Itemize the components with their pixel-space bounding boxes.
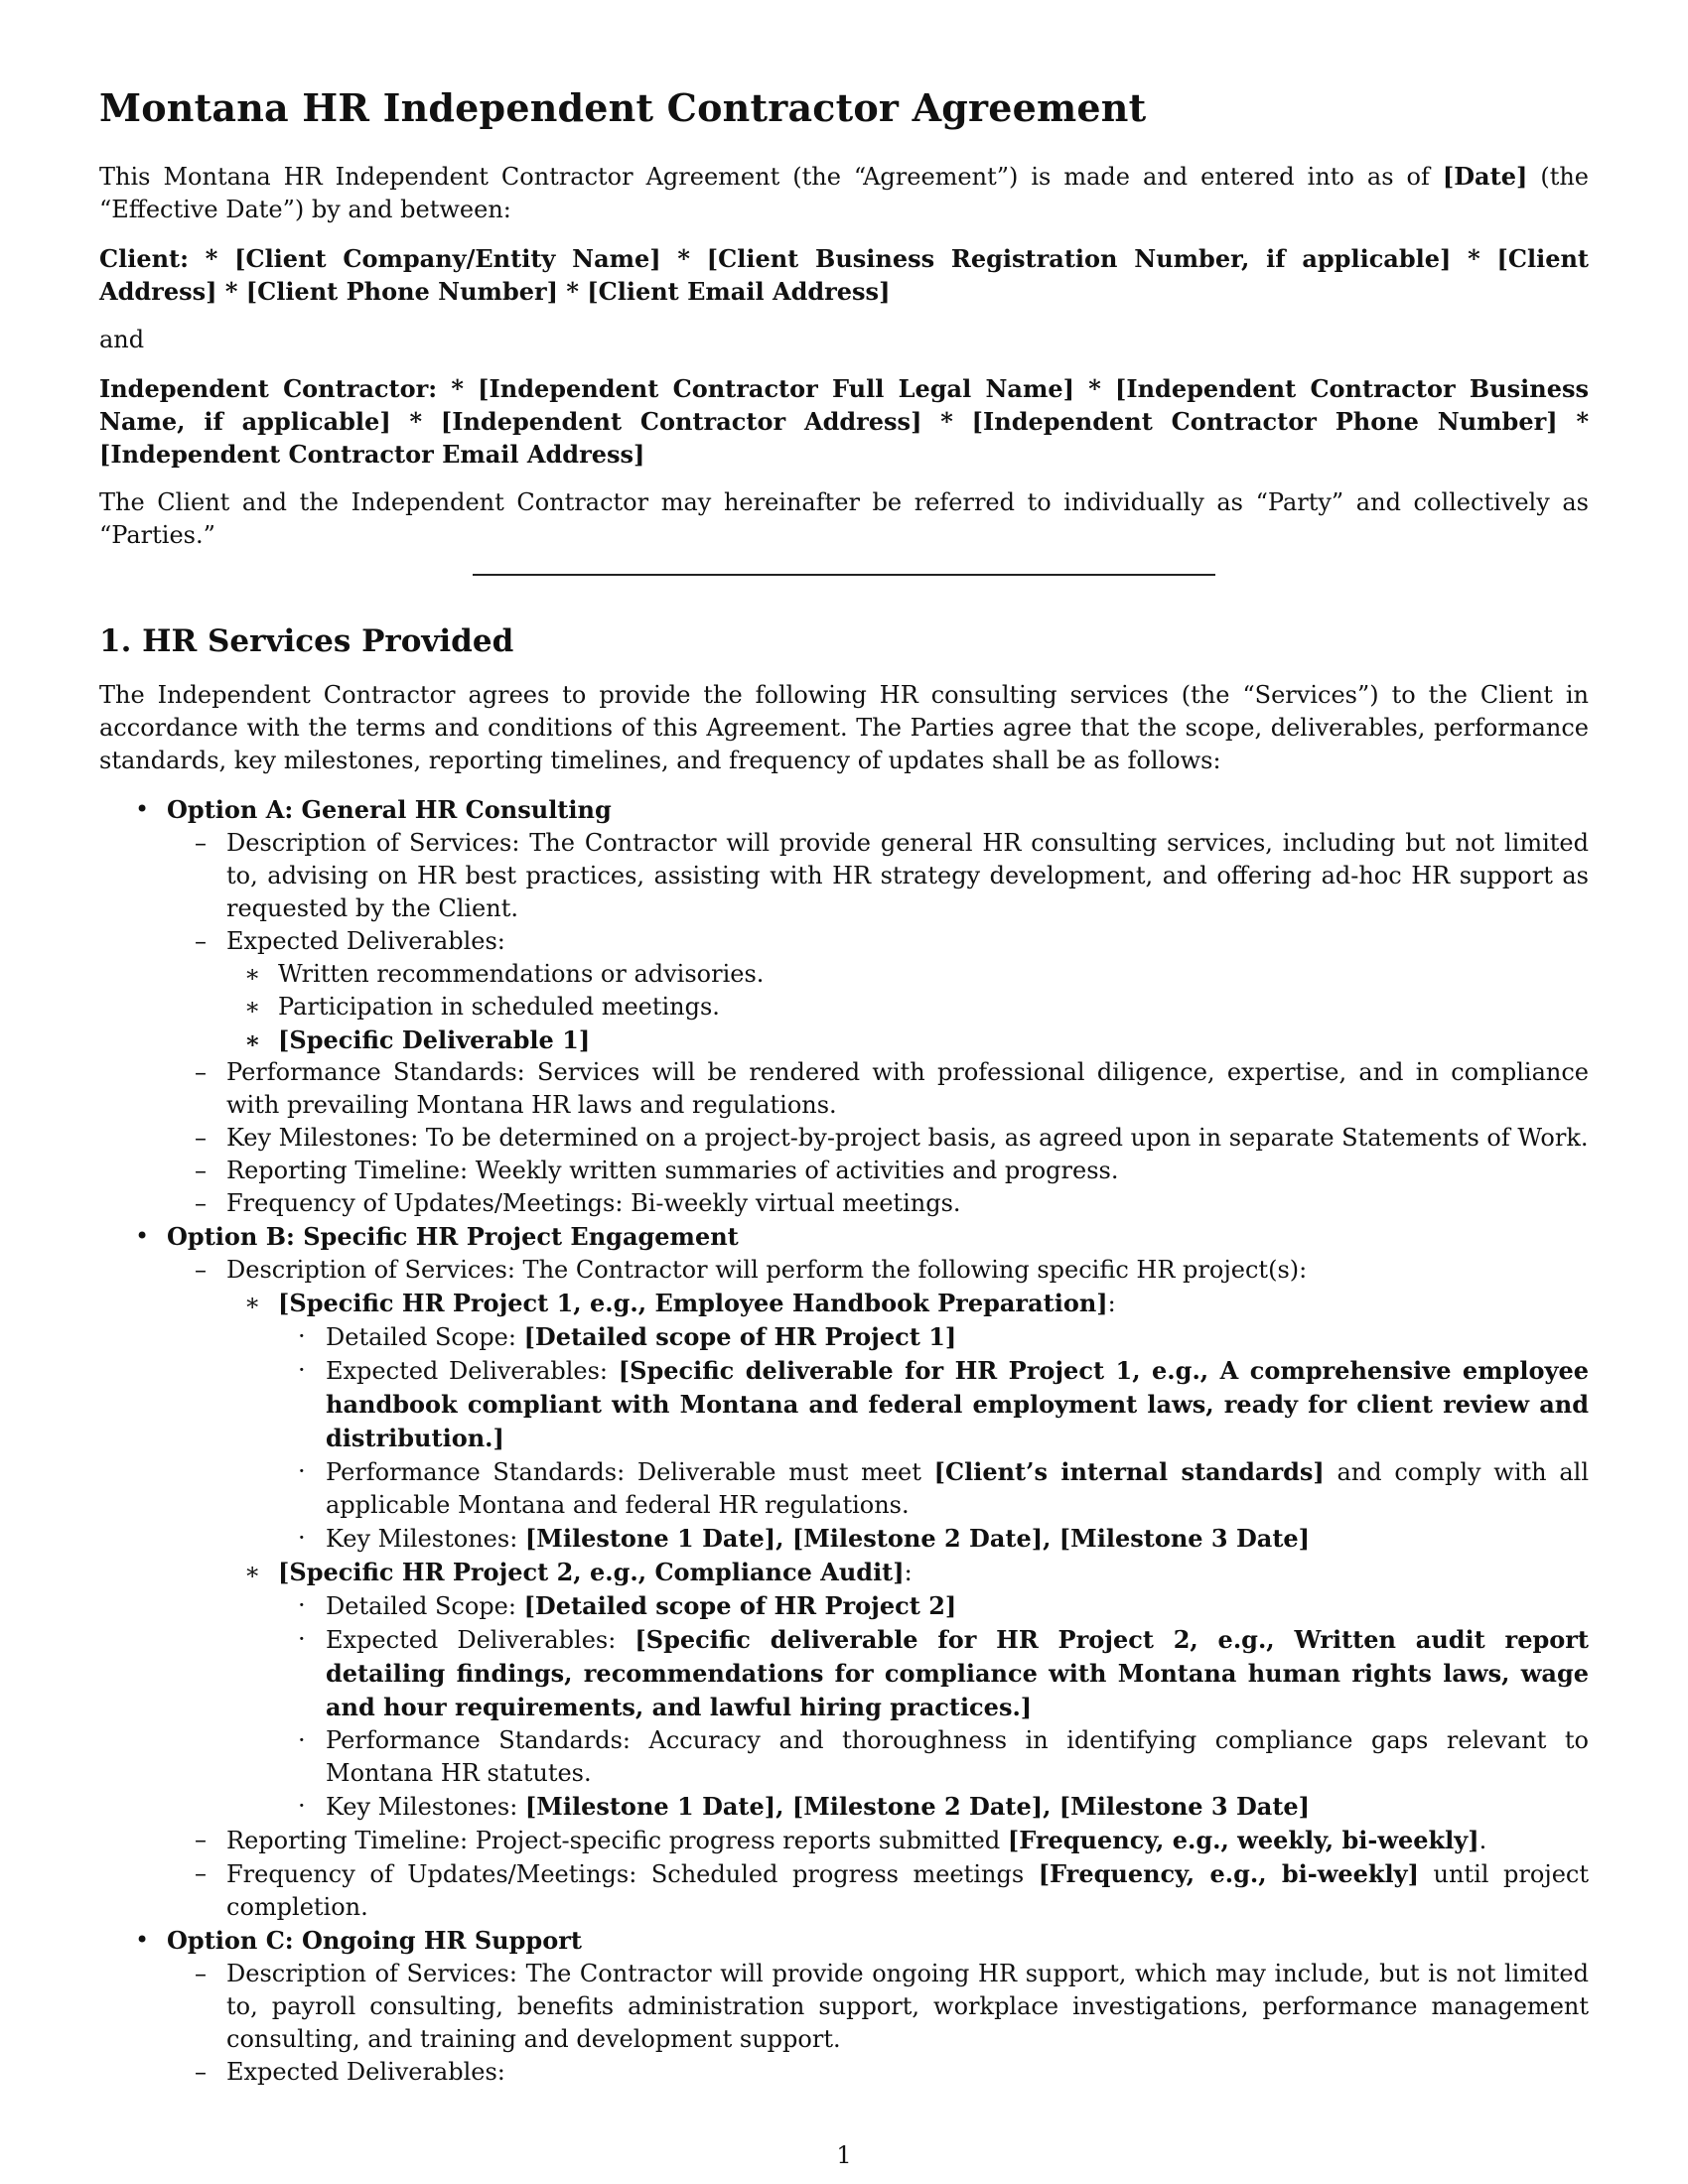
reporting-frequency-field: [Frequency, e.g., weekly, bi-weekly]	[1007, 1826, 1479, 1854]
list-item	[278, 1522, 1589, 1556]
option-b-description: Description of Services: The Contractor will perform the following specific HR project(s):	[226, 1256, 1308, 1284]
option-b-title: Option B: Specific HR Project Engagement	[167, 1222, 739, 1251]
list-item: – Description of Services: The Contractor will provide ongoing HR support, which may include, but is not limited to, payroll consulting, benefits administration support, workplace investigations, performance management consulting, and training and development support.	[167, 1958, 1589, 2056]
list-item	[278, 1589, 1589, 1623]
intro-paragraph	[99, 160, 1589, 226]
and-text: and	[99, 326, 145, 353]
effective-date-field: [Date]	[1442, 162, 1528, 191]
deliverables-label: Expected Deliverables:	[326, 1357, 619, 1385]
list-item	[278, 1455, 1589, 1522]
section-heading: 1. HR Services Provided	[99, 623, 514, 659]
list-item: – Reporting Timeline: Weekly written summaries of activities and progress.	[167, 1155, 1589, 1187]
deliverables-label: Expected Deliverables:	[226, 927, 505, 955]
project-1-title: [Specific HR Project 1, e.g., Employee Handbook Preparation]	[278, 1289, 1108, 1317]
client-block: Client: * [Client Company/Entity Name] * [Client Business Registration Number, if applicable] * [Client Address] * [Client Phone Number] * [Client Email Address]	[99, 244, 1589, 306]
reporting-text-end: .	[1478, 1827, 1487, 1854]
list-item	[278, 1623, 1589, 1724]
list-item	[167, 1857, 1589, 1924]
list-item	[167, 925, 1589, 1056]
deliverables-list	[226, 958, 1589, 1056]
contractor-block: Independent Contractor: * [Independent Contractor Full Legal Name] * [Independent Contractor Business Name, if applicable] * [Independent Contractor Address] * [Independent Contractor Phone Number] * [Independent Contractor Email Address]	[99, 374, 1589, 469]
scope-label: Detailed Scope:	[326, 1592, 524, 1620]
section-divider	[473, 574, 1215, 576]
scope-label: Detailed Scope:	[326, 1323, 524, 1351]
parties-paragraph: The Client and the Independent Contractor may hereinafter be referred to individually as “Party” and collectively as “Parties.”	[99, 488, 1589, 549]
project-1: ∗ [Specific HR Project 1, e.g., Employee Handbook Preparation]: · Detailed Scope: [Detailed scope of HR Project 1] · Expected Deliverables: [Specific deliverable for HR Project 1, e.g., A comprehensive employee handbook compliant with Montana and federal employment laws, ready for client review and distribution.] · Performance Standards: Deliverable must meet [Client’s internal standards] and comply with all applicable Montana and federal HR regulations. · Key Milestones: [Milestone 1 Date], [Milestone 2 Date], [Milestone 3 Date]	[226, 1287, 1589, 1556]
option-a-title: Option A: General HR Consulting	[167, 795, 612, 824]
option-c-details	[167, 1958, 1589, 2089]
milestones-label: Key Milestones:	[326, 1793, 525, 1821]
milestones-field: [Milestone 1 Date], [Milestone 2 Date], [Milestone 3 Date]	[524, 1792, 1311, 1821]
frequency-text: Frequency of Updates/Meetings: Scheduled progress meetings	[226, 1860, 1039, 1888]
document-page	[99, 85, 1589, 2089]
option-c	[99, 1924, 1589, 2089]
list-item: – Frequency of Updates/Meetings: Bi-weekly virtual meetings.	[167, 1187, 1589, 1220]
list-item	[278, 1354, 1589, 1455]
list-item: – Description of Services: The Contractor will provide general HR consulting services, including but not limited to, advising on HR best practices, assisting with HR strategy development, and offering ad-hoc HR support as requested by the Client.	[167, 827, 1589, 925]
deliverables-label: Expected Deliverables:	[326, 1626, 635, 1654]
frequency-text-end: until project completion.	[226, 1860, 1589, 1921]
document-title: Montana HR Independent Contractor Agreement	[99, 85, 1147, 130]
section-intro: The Independent Contractor agrees to provide the following HR consulting services (the “Services”) to the Client in accordance with the terms and conditions of this Agreement. The Parties agree that the scope, deliverables, performance standards, key milestones, reporting timelines, and frequency of updates shall be as follows:	[99, 681, 1589, 774]
reporting-text: Reporting Timeline: Project-specific progress reports submitted	[226, 1827, 1008, 1854]
intro-text-end: (the “Effective Date”) by and between:	[99, 163, 1590, 223]
scope-field: [Detailed scope of HR Project 1]	[523, 1322, 957, 1351]
list-item	[278, 1320, 1589, 1354]
milestones-field: [Milestone 1 Date], [Milestone 2 Date], [Milestone 3 Date]	[524, 1524, 1311, 1553]
list-item	[167, 1824, 1589, 1857]
project-2-title: [Specific HR Project 2, e.g., Compliance Audit]	[278, 1558, 905, 1586]
list-item: – Expected Deliverables:	[167, 2056, 1589, 2089]
standards-field: [Client’s internal standards]	[933, 1457, 1325, 1486]
performance-text-end: and comply with all applicable Montana and federal HR regulations.	[326, 1458, 1589, 1519]
deliverables-field: [Specific deliverable for HR Project 1, e.g., A comprehensive employee handbook compliant with Montana and federal employment laws, ready for client review and distribution.]	[326, 1356, 1589, 1452]
option-a-details	[167, 827, 1589, 1220]
list-item	[167, 1254, 1589, 1824]
project-1-details	[278, 1320, 1589, 1556]
options-list	[99, 793, 1589, 2089]
option-b	[99, 1220, 1589, 1924]
list-item: – Key Milestones: To be determined on a project-by-project basis, as agreed upon in separate Statements of Work.	[167, 1122, 1589, 1155]
intro-text: This Montana HR Independent Contractor Agreement (the “Agreement”) is made and entered into as of	[99, 163, 1443, 191]
list-item: ∗ Participation in scheduled meetings.	[226, 991, 1589, 1024]
list-item: · Performance Standards: Accuracy and thoroughness in identifying compliance gaps relevant to Montana HR statutes.	[278, 1724, 1589, 1790]
option-a	[99, 793, 1589, 1220]
page-number: 1	[836, 2141, 852, 2169]
list-item	[278, 1790, 1589, 1824]
scope-field: [Detailed scope of HR Project 2]	[523, 1591, 957, 1620]
performance-text: Performance Standards: Deliverable must meet	[326, 1458, 934, 1486]
projects-list	[226, 1287, 1589, 1824]
list-item: – Performance Standards: Services will be rendered with professional diligence, expertise, and in compliance with prevailing Montana HR laws and regulations.	[167, 1056, 1589, 1122]
option-b-details	[167, 1254, 1589, 1924]
project-2: ∗ [Specific HR Project 2, e.g., Compliance Audit]: · Detailed Scope: [Detailed scope of HR Project 2] · Expected Deliverables: [Specific deliverable for HR Project 2, e.g., Written audit report detailing findings, recommendations for compliance with Montana human rights laws, wage and hour requirements, and lawful hiring practices.] · Performance Standards: Accuracy and thoroughness in identifying compliance gaps relevant to Montana HR statutes. · Key Milestones: [Milestone 1 Date], [Milestone 2 Date], [Milestone 3 Date]	[226, 1556, 1589, 1824]
meeting-frequency-field: [Frequency, e.g., bi-weekly]	[1038, 1859, 1419, 1888]
list-item: ∗ [Specific Deliverable 1]	[226, 1024, 1589, 1056]
deliverables-field: [Specific deliverable for HR Project 2, e.g., Written audit report detailing findings, recommendations for compliance with Montana human rights laws, wage and hour requirements, and lawful hiring practices.]	[326, 1625, 1589, 1721]
list-item: ∗ Written recommendations or advisories.	[226, 958, 1589, 991]
project-2-details	[278, 1589, 1589, 1824]
milestones-label: Key Milestones:	[326, 1525, 525, 1553]
option-c-title: Option C: Ongoing HR Support	[167, 1926, 582, 1955]
